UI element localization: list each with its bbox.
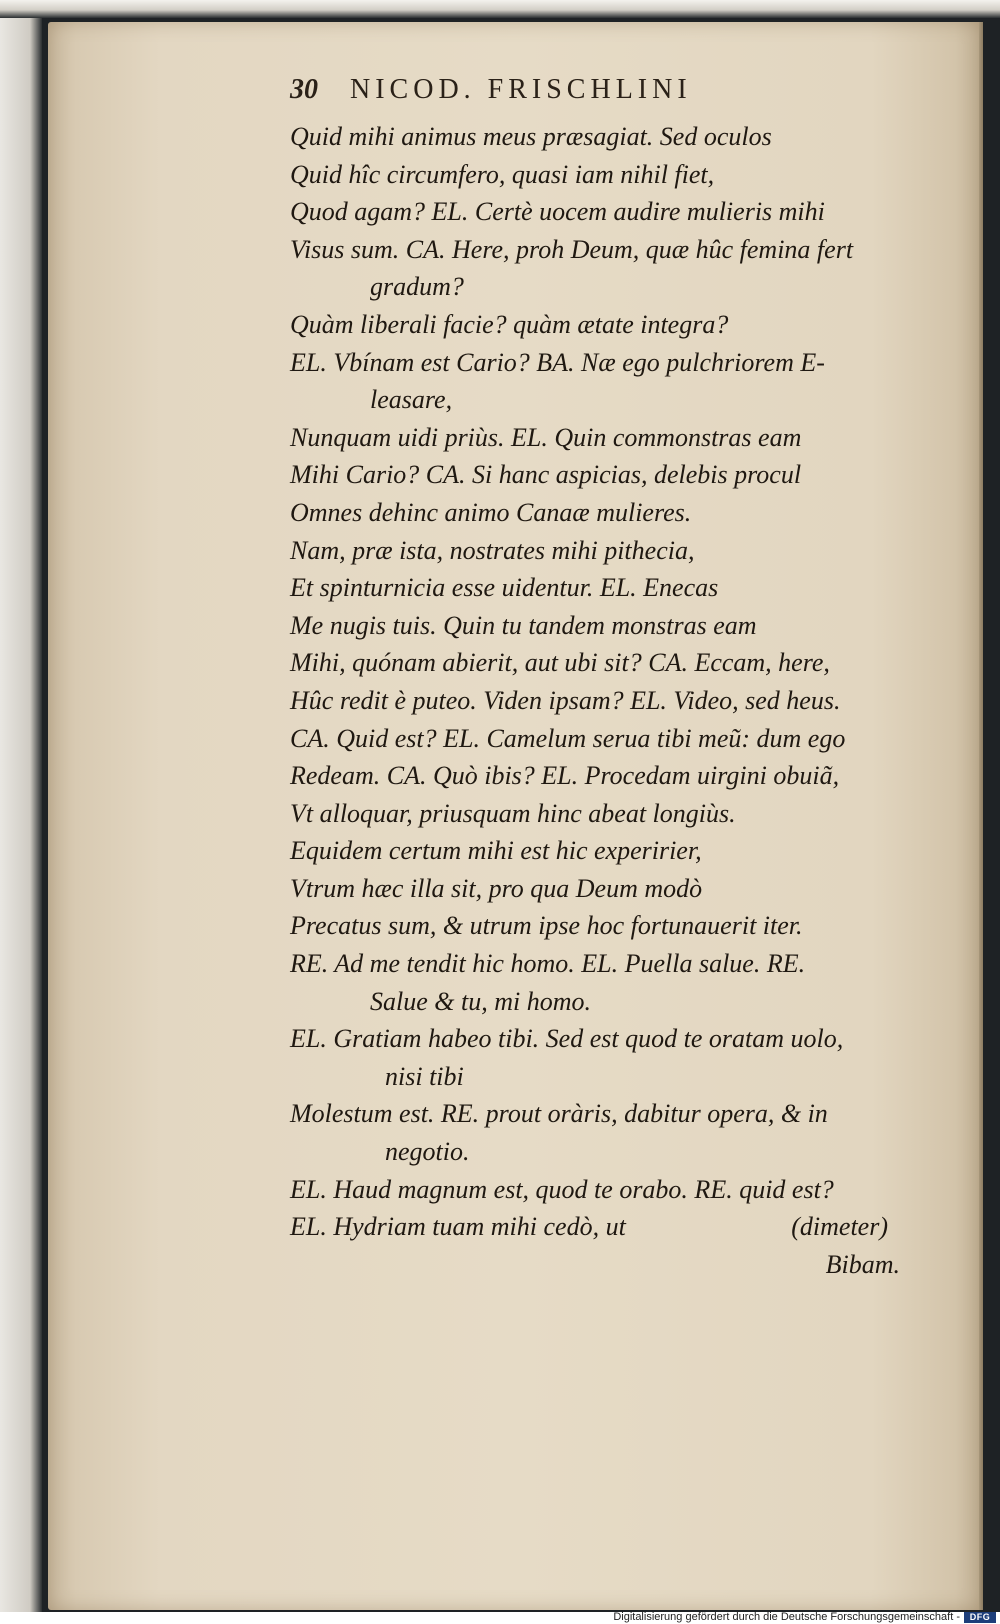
text-line: nisi tibi — [385, 1061, 464, 1091]
text-line: Quid hîc circumfero, quasi iam nihil fiet, — [290, 159, 715, 189]
text-line: Quod agam? EL. Certè uocem audire mulieris mihi — [290, 197, 825, 227]
scanner-left-edge — [0, 0, 42, 1612]
footer-credit: Digitalisierung gefördert durch die Deutsche Forschungsgemeinschaft - — [613, 1611, 960, 1623]
text-line: Mihi Cario? CA. Si hanc aspicias, delebis procul — [290, 460, 802, 490]
text-line: Molestum est. RE. prout oràris, dabitur opera, & in — [290, 1099, 828, 1129]
scanner-top-strip — [0, 0, 1000, 18]
text-line: RE. Ad me tendit hic homo. EL. Puella salue. RE. — [290, 949, 806, 979]
text-line: Omnes dehinc animo Canaæ mulieres. — [290, 497, 692, 527]
page-number: 30 — [290, 74, 318, 105]
text-line: Hûc redit è puteo. Viden ipsam? EL. Video, sed heus. — [290, 685, 841, 715]
text-line-with-note — [290, 1208, 900, 1246]
text-line: Vtrum hæc illa sit, pro qua Deum modò — [290, 873, 703, 903]
text-line: Nam, præ ista, nostrates mihi pithecia, — [290, 535, 695, 565]
page-edge — [979, 22, 983, 1610]
dfg-logo: DFG — [964, 1612, 996, 1623]
page-header — [290, 74, 890, 114]
text-line: Precatus sum, & utrum ipse hoc fortunauerit iter. — [290, 911, 803, 941]
text-line: Me nugis tuis. Quin tu tandem monstras eam — [290, 610, 757, 640]
text-line: Mihi, quónam abierit, aut ubi sit? CA. Eccam, here, — [290, 648, 830, 678]
text-line: gradum? — [370, 272, 464, 302]
margin-note: (dimeter) — [791, 1212, 888, 1242]
text-line: CA. Quid est? EL. Camelum serua tibi meũ: dum ego — [290, 723, 846, 753]
text-line: Nunquam uidi priùs. EL. Quin commonstras eam — [290, 422, 802, 452]
text-line: EL. Haud magnum est, quod te orabo. RE. quid est? — [290, 1174, 834, 1204]
text-line: Equidem certum mihi est hic experirier, — [290, 836, 702, 866]
text-line: Redeam. CA. Quò ibis? EL. Procedam uirgini obuiã, — [290, 761, 840, 791]
text-line: EL. Gratiam habeo tibi. Sed est quod te oratam uolo, — [290, 1024, 844, 1054]
text-line: EL. Vbínam est Cario? BA. Næ ego pulchriorem E- — [290, 347, 825, 377]
text-line: Salue & tu, mi homo. — [370, 986, 591, 1016]
text-block — [290, 118, 900, 1283]
text-line: Vt alloquar, priusquam hinc abeat longiùs. — [290, 798, 736, 828]
digitization-footer — [0, 1612, 1000, 1624]
running-title: NICOD. FRISCHLINI — [350, 74, 692, 105]
text-line: Et spinturnicia esse uidentur. EL. Enecas — [290, 573, 719, 603]
text-line: negotio. — [385, 1137, 470, 1167]
text-line: leasare, — [370, 385, 453, 415]
text-line: Visus sum. CA. Here, proh Deum, quæ hûc femina fert — [290, 234, 854, 264]
text-line-body: EL. Hydriam tuam mihi cedò, ut — [290, 1212, 626, 1242]
text-line: Quàm liberali facie? quàm ætate integra? — [290, 309, 729, 339]
catchword: Bibam. — [825, 1249, 900, 1279]
text-line: Quid mihi animus meus præsagiat. Sed oculos — [290, 122, 772, 151]
